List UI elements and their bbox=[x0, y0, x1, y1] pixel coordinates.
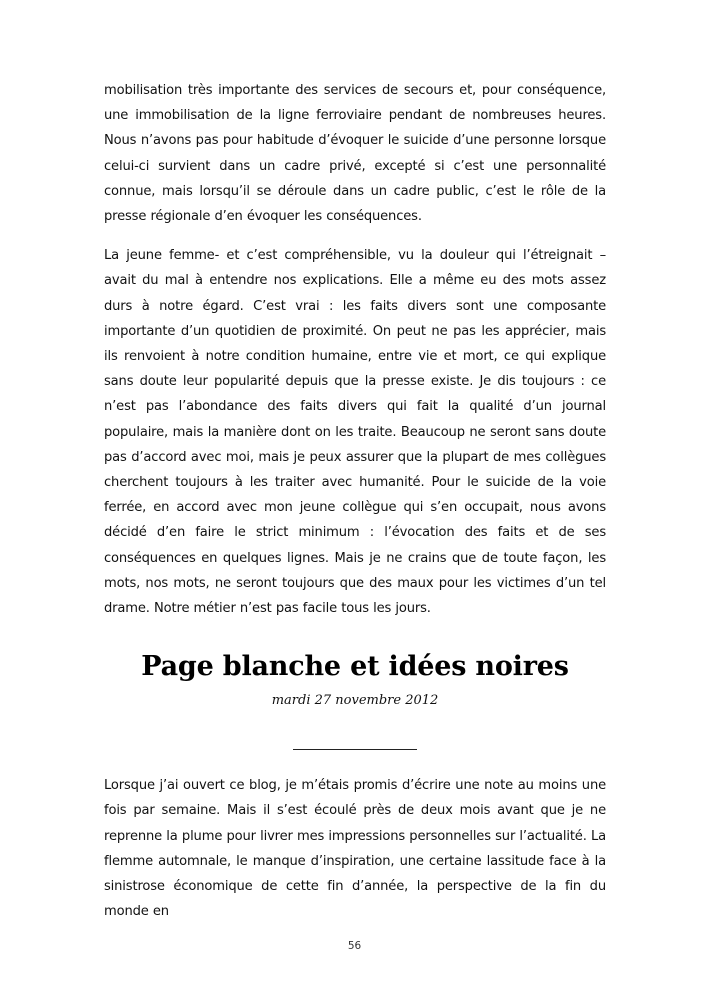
chapter-title: Page blanche et idées noires bbox=[141, 651, 569, 683]
chapter-heading-block bbox=[104, 651, 606, 711]
paragraph: Lorsque j’ai ouvert ce blog, je m’étais promis d’écrire une note au moins une fois par semaine. Mais il s’est écoulé près de deux mois avant que je ne reprenne la plume pour livrer mes impressions personnelles sur l’actualité. La flemme automnale, le manque d’inspiration, une certaine lassitude face à la sinistrose économique de cette fin d’année, la perspective de la fin du monde en bbox=[104, 778, 606, 920]
page-text-column bbox=[104, 78, 606, 924]
chapter-date: mardi 27 novembre 2012 bbox=[271, 693, 439, 709]
section-divider bbox=[104, 737, 606, 755]
horizontal-rule bbox=[293, 749, 417, 750]
paragraph: mobilisation très importante des services de secours et, pour conséquence, une immobilisation de la ligne ferroviaire pendant de nombreuses heures. Nous n’avons pas pour habitude d’évoquer le suicide d’une personne lorsque celui-ci survient dans un cadre privé, excepté si c’est une personnalité connue, mais lorsqu’il se déroule dans un cadre public, c’est le rôle de la presse régionale d’en évoquer les conséquences. bbox=[104, 83, 606, 225]
paragraph: La jeune femme- et c’est compréhensible, vu la douleur qui l’étreignait – avait du mal à entendre nos explications. Elle a même eu des mots assez durs à notre égard. C’est vrai : les faits divers sont une composante importante d’un quotidien de proximité. On peut ne pas les apprécier, mais ils renvoient à notre condition humaine, entre vie et mort, ce qui explique sans doute leur popularité depuis que la presse existe. Je dis toujours : ce n’est pas l’abondance des faits divers qui fait la qualité d’un journal populaire, mais la manière dont on les traite. Beaucoup ne seront sans doute pas d’accord avec moi, mais je peux assurer que la plupart de mes collègues cherchent toujours à les traiter avec humanité. Pour le suicide de la voie ferrée, en accord avec mon jeune collègue qui s’en occupait, nous avons décidé d’en faire le strict minimum : l’évocation des faits et de ses conséquences en quelques lignes. Mais je ne crains que de toute façon, les mots, nos mots, ne seront toujours que des maux pour les victimes d’un tel drame. Notre métier n’est pas facile tous les jours. bbox=[104, 248, 606, 617]
page-number: 56 bbox=[347, 940, 362, 952]
